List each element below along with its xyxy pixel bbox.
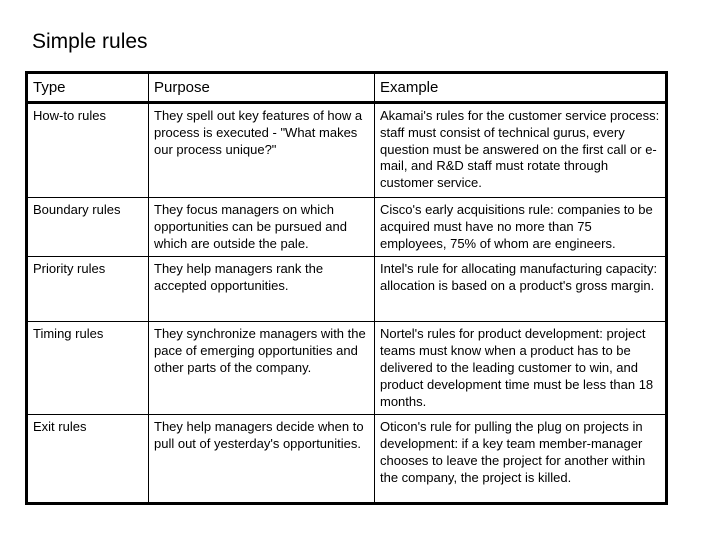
cell-purpose: They focus managers on which opportunities can be pursued and which are outside the pale. <box>149 198 375 257</box>
cell-type: How-to rules <box>33 108 106 123</box>
table-row <box>27 198 667 257</box>
cell-type: Boundary rules <box>33 202 121 217</box>
cell-purpose: They synchronize managers with the pace of emerging opportunities and other parts of the company. <box>149 322 375 415</box>
column-header-type: Type <box>33 79 66 96</box>
cell-example: Nortel's rules for product development: project teams must know when a product has to be delivered to the leading customer to win, and product development time must be less than 18 months. <box>375 322 667 415</box>
table-row <box>27 103 667 198</box>
page-title: Simple rules <box>32 30 148 53</box>
table-row <box>27 415 667 504</box>
cell-type: Timing rules <box>33 326 104 342</box>
cell-example: Intel's rule for allocating manufacturing capacity: allocation is based on a product's gross margin. <box>375 257 667 322</box>
simple-rules-table <box>25 71 668 505</box>
column-header-example: Example <box>375 73 667 103</box>
column-header-purpose: Purpose <box>149 73 375 103</box>
cell-example: Oticon's rule for pulling the plug on projects in development: if a key team member-manager chooses to leave the project for another within the company, the project is killed. <box>375 415 667 504</box>
cell-type: Exit rules <box>33 419 87 435</box>
table-row <box>27 322 667 415</box>
cell-purpose: They spell out key features of how a process is executed - "What makes our process unique?" <box>149 103 375 198</box>
table-row <box>27 257 667 322</box>
cell-purpose: They help managers decide when to pull out of yesterday's opportunities. <box>149 415 375 504</box>
table-header-row <box>27 73 667 103</box>
cell-type: Priority rules <box>33 261 106 277</box>
cell-purpose: They help managers rank the accepted opportunities. <box>149 257 375 322</box>
cell-example: Cisco's early acquisitions rule: companies to be acquired must have no more than 75 employees, 75% of whom are engineers. <box>375 198 667 257</box>
cell-example: Akamai's rules for the customer service process: staff must consist of technical gurus, every question must be answered on the first call or e-mail, and R&D staff must rotate through customer service. <box>375 103 667 198</box>
